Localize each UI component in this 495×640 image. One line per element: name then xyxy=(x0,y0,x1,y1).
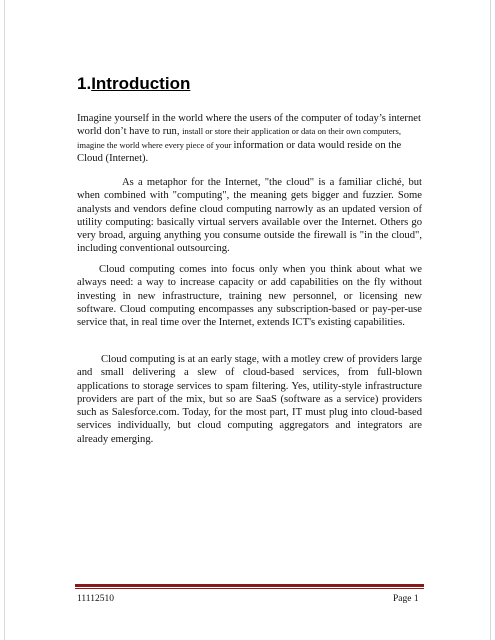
section-number: 1. xyxy=(77,74,92,93)
page-edge-left xyxy=(4,0,5,640)
footer-document-id: 11112510 xyxy=(77,594,114,604)
page-edge-right xyxy=(490,0,491,640)
paragraph-2: As a metaphor for the Internet, "the cloud" is a familiar cliché, but when combined with "computing", the meaning gets bigger and fuzzier. Some analysts and vendors define cloud computing narrowly as an updated version of utility computing: basically virtual servers available over the Internet. Others go very broad, arguing anything you consume outside the firewall is "in the cloud", including conventional outsourcing. xyxy=(77,177,422,255)
paragraph-1-part2: install or store their application or data on their own computers, imagine the world where every piece of your xyxy=(77,126,401,150)
paragraph-1 xyxy=(77,112,422,165)
paragraph-4: Cloud computing is at an early stage, with a motley crew of providers large and small delivering a slew of cloud-based services, from full-blown applications to storage services to spam filtering. Yes, utility-style infrastructure providers are part of the mix, but so are SaaS (software as a service) providers such as Salesforce.com. Today, for the most part, IT must plug into cloud-based services individually, but cloud computing aggregators and integrators are already emerging. xyxy=(77,354,422,445)
footer-rule xyxy=(75,584,424,587)
paragraph-1-part1: Imagine yourself in the world where the users of the computer of today’s internet world don’t have to run, xyxy=(77,113,421,138)
footer-page-number: Page 1 xyxy=(393,594,419,604)
section-heading xyxy=(77,74,190,94)
paragraph-1-part3: information or data would reside on the Cloud (Internet). xyxy=(77,139,402,164)
paragraph-3: Cloud computing comes into focus only when you think about what we always need: a way to increase capacity or add capabilities on the fly without investing in new infrastructure, training new personnel, or licensing new software. Cloud computing encompasses any subscription-based or pay-per-use service that, in real time over the Internet, extends ICT's existing capabilities. xyxy=(77,264,422,329)
section-title: Introduction xyxy=(91,74,191,93)
footer-rule-thin xyxy=(75,588,424,589)
